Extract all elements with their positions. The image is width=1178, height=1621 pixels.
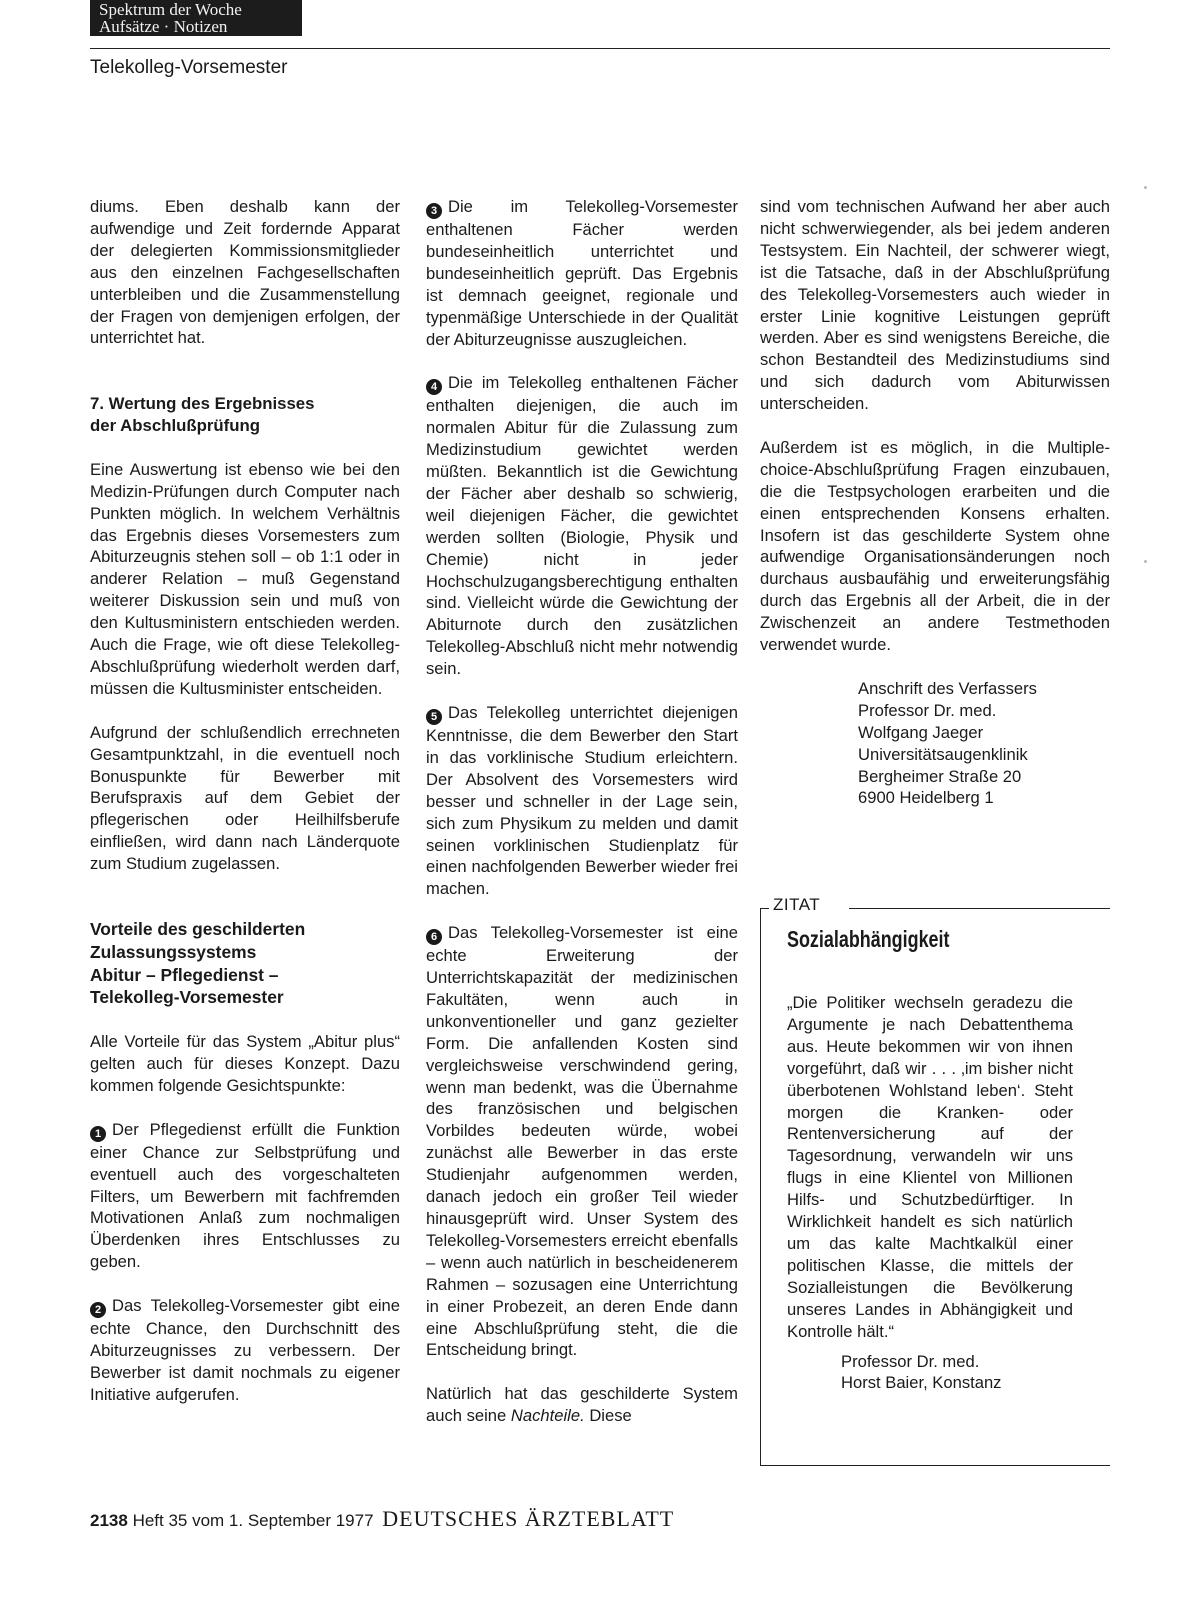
- address-line: Wolfgang Jaeger: [858, 722, 984, 742]
- col3-paragraph-1: sind vom technischen Aufwand her aber auch nicht schwerwiegender, als bei jedem anderen Testsystem. Ein Nachteil, der schwerer wiegt, ist die Tatsache, daß in der Abschlußprüfung des Telekolleg-Vorsemesters auch wieder in erster Linie kognitive Leistungen geprüft werden. Aber es sind wenigstens Bereiche, die schon Bestandteil des Medizinstudiums sind und sich dadurch vom Abiturwissen unterscheiden.: [760, 197, 1110, 414]
- address-line: Professor Dr. med.: [858, 700, 997, 720]
- col2-item-6: [426, 922, 738, 1361]
- quote-title: Sozialabhängigkeit: [787, 926, 950, 952]
- col1-paragraph-4: Alle Vorteile für das System „Abitur plus“ gelten auch für dieses Konzept. Dazu kommen folgende Gesichtspunkte:: [90, 1032, 400, 1095]
- nachteile-text-after: Diese: [589, 1406, 632, 1426]
- address-line: Bergheimer Straße 20: [858, 766, 1022, 786]
- page-footer: [90, 1506, 674, 1532]
- heading-vorteile: [90, 918, 400, 1009]
- col2-item-5-text: Das Telekolleg unterrichtet diejenigen Kenntnisse, die dem Bewerber den Start in das vorklinische Studium erleichtern. Der Absolvent des Vorsemesters wird besser und schneller in der Lage sein, sich zum Physikum zu melden und damit seinen vorklinischen Studienplatz für einen nachfolgenden Bewerber wieder frei machen.: [426, 703, 738, 899]
- number-6-icon: 6: [426, 929, 442, 945]
- col1-item-1: [90, 1119, 400, 1273]
- col2-paragraph-nachteile: [426, 1383, 738, 1427]
- heading-wertung-line2: der Abschlußprüfung: [90, 416, 260, 436]
- number-4-icon: 4: [426, 379, 442, 395]
- col3-paragraph-2: Außerdem ist es möglich, in die Multiple-choice-Abschlußprüfung Fragen einzubauen, die die Testpsychologen erarbeiten und die einen entsprechenden Konsens erhalten. Insofern ist das geschilderte System ohne aufwendige Organisationsänderungen noch durchaus ausbaufähig und erweiterungsfähig durch das Ergebnis all der Arbeit, die in der Zwischenzeit an andere Testmethoden verwendet wurde.: [760, 437, 1110, 655]
- col1-item-2: [90, 1295, 400, 1406]
- col2-item-3-text: Die im Telekolleg-Vorsemester enthaltenen Fächer werden bundeseinheitlich unterrichtet und bundeseinheitlich geprüft. Das Ergebnis ist demnach geeignet, regionale und typenmäßige Unterschiede in der Qualität der Abiturzeugnisse auszugleichen.: [426, 197, 738, 349]
- heading-vorteile-line4: Telekolleg-Vorsemester: [90, 987, 284, 1008]
- quote-text: „Die Politiker wechseln geradezu die Argumente je nach Debattenthema aus. Heute bekommen wir von ihnen vorgeführt, daß wir . . . ‚im bisher nicht überbotenen Wohlstand leben‘. Steht morgen die Kranken- oder Rentenversicherung auf der Tagesordnung, verwandeln wir uns flugs in eine Klientel von Millionen Hilfs- und Schutzbedürftiger. In Wirklichkeit handelt es sich natürlich um das kalte Machtkalkül einer politischen Klasse, die mittels der Sozialleistungen die Bevölkerung unseres Landes in Abhängigkeit und Kontrolle hält.“: [787, 993, 1073, 1341]
- quote-box: [760, 895, 1110, 1466]
- quote-top-rule-left: [761, 908, 769, 909]
- author-address: [858, 678, 1110, 809]
- number-2-icon: 2: [90, 1302, 106, 1318]
- col2-item-4: [426, 372, 738, 680]
- quote-top-rule-right: [849, 908, 1110, 909]
- number-5-icon: 5: [426, 709, 442, 725]
- quote-author-line1: Professor Dr. med.: [841, 1351, 980, 1371]
- margin-mark: [1144, 186, 1147, 189]
- heading-vorteile-line1: Vorteile des geschilderten: [90, 919, 306, 940]
- number-1-icon: 1: [90, 1126, 106, 1142]
- col2-item-3: [426, 196, 738, 350]
- col2-item-6-text: Das Telekolleg-Vorsemester ist eine echte Erweiterung der Unterrichtskapazität der medizinischen Fakultäten, wenn auch in unkonventioneller und ganz gezielter Form. Die anfallenden Kosten sind vergleichsweise verschwindend gering, wenn man bedenkt, was die Übernahme des französischen und belgischen Vorbildes bedeuten würde, wobei zunächst alle Bewerber in das erste Studienjahr aufgenommen werden, danach jedoch ein großer Teil wieder hinausgeprüft wird. Unser System des Telekolleg-Vorsemesters erreicht ebenfalls – wenn auch natürlich in bescheidenerem Rahmen – sozusagen eine Unterrichtung in einer Probezeit, an deren Ende dann eine Abschlußprüfung steht, die die Entscheidung bringt.: [426, 923, 738, 1360]
- col1-paragraph-1: diums. Eben deshalb kann der aufwendige und Zeit fordernde Apparat der delegierten Kommissionsmitglieder aus den einzelnen Fachgesellschaften unterbleiben und die Zusammenstellung der Fragen von demjenigen erfolgen, der unterrichtet hat.: [90, 197, 400, 348]
- margin-mark: [1144, 560, 1147, 563]
- col1-item-2-text: Das Telekolleg-Vorsemester gibt eine echte Chance, den Durchschnitt des Abiturzeugnisses zu verbessern. Der Bewerber ist damit nochmals zu eigener Initiative aufgerufen.: [90, 1296, 400, 1404]
- running-head: Telekolleg-Vorsemester: [90, 57, 288, 78]
- heading-vorteile-line2: Zulassungssystems: [90, 941, 257, 962]
- column-3: [760, 196, 1110, 809]
- address-line: Anschrift des Verfassers: [858, 678, 1037, 698]
- column-2: [426, 196, 738, 1427]
- section-label-line2: Aufsätze · Notizen: [99, 17, 228, 36]
- header-rule: [90, 48, 1110, 49]
- heading-vorteile-line3: Abitur – Pflegedienst –: [90, 964, 279, 985]
- address-line: Universitätsaugenklinik: [858, 744, 1028, 764]
- nachteile-text-before: Natürlich hat das geschilderte System auch seine: [426, 1384, 738, 1426]
- column-1: [90, 196, 400, 1406]
- magazine-name: DEUTSCHES ÄRZTEBLATT: [382, 1506, 675, 1531]
- quote-author-line2: Horst Baier, Konstanz: [841, 1373, 1002, 1393]
- section-label: [90, 0, 302, 36]
- page-number: 2138: [90, 1511, 128, 1530]
- nachteile-emphasis: Nachteile.: [510, 1406, 585, 1426]
- col2-item-5: [426, 702, 738, 900]
- section-label-line1: Spektrum der Woche: [99, 0, 242, 19]
- heading-wertung-line1: 7. Wertung des Ergebnisses: [90, 394, 315, 414]
- quote-author: [841, 1351, 1073, 1395]
- quote-body: [787, 992, 1073, 1394]
- issue-info: Heft 35 vom 1. September 1977: [132, 1511, 374, 1530]
- quote-label: ZITAT: [773, 895, 821, 914]
- number-3-icon: 3: [426, 203, 442, 219]
- heading-wertung: [90, 393, 400, 437]
- col1-item-1-text: Der Pflegedienst erfüllt die Funktion einer Chance zur Selbstprüfung und eventuell auch des vorgeschalteten Filters, um Bewerbern mit fachfremden Motivationen Anlaß zum nochmaligen Überdenken ihres Entschlusses zu geben.: [90, 1119, 400, 1272]
- col1-paragraph-3: Aufgrund der schlußendlich errechneten Gesamtpunktzahl, in die eventuell noch Bonuspunkte für Bewerber mit Berufspraxis auf dem Gebiet der pflegerischen oder Heilhilfsberufe einfließen, wird dann nach Länderquote zum Studium zugelassen.: [90, 722, 400, 874]
- address-line: 6900 Heidelberg 1: [858, 788, 994, 808]
- col2-item-4-text: Die im Telekolleg enthaltenen Fächer enthalten diejenigen, die auch im normalen Abitur für die Zulassung zum Medizinstudium gewichtet werden müßten. Bekanntlich ist die Gewichtung der Fächer aber deshalb so schwierig, weil diejenigen Fächer, die gewichtet werden sollten (Biologie, Physik und Chemie) nicht in jeder Hochschulzugangsberechtigung enthalten sind. Vielleicht würde die Gewichtung der Abiturnote durch den zusätzlichen Telekolleg-Abschluß nicht mehr notwendig sein.: [426, 373, 738, 679]
- col1-paragraph-2: Eine Auswertung ist ebenso wie bei den Medizin-Prüfungen durch Computer nach Punkten möglich. In welchem Verhältnis das Ergebnis dieses Vorsemesters zum Abiturzeugnis stehen soll – ob 1:1 oder in anderer Relation – muß Gegenstand weiterer Diskussion sein und muß von den Kultusministern entschieden werden. Auch die Frage, wie oft diese Telekolleg-Abschlußprüfung wiederholt werden darf, müssen die Kultusminister entscheiden.: [90, 459, 400, 698]
